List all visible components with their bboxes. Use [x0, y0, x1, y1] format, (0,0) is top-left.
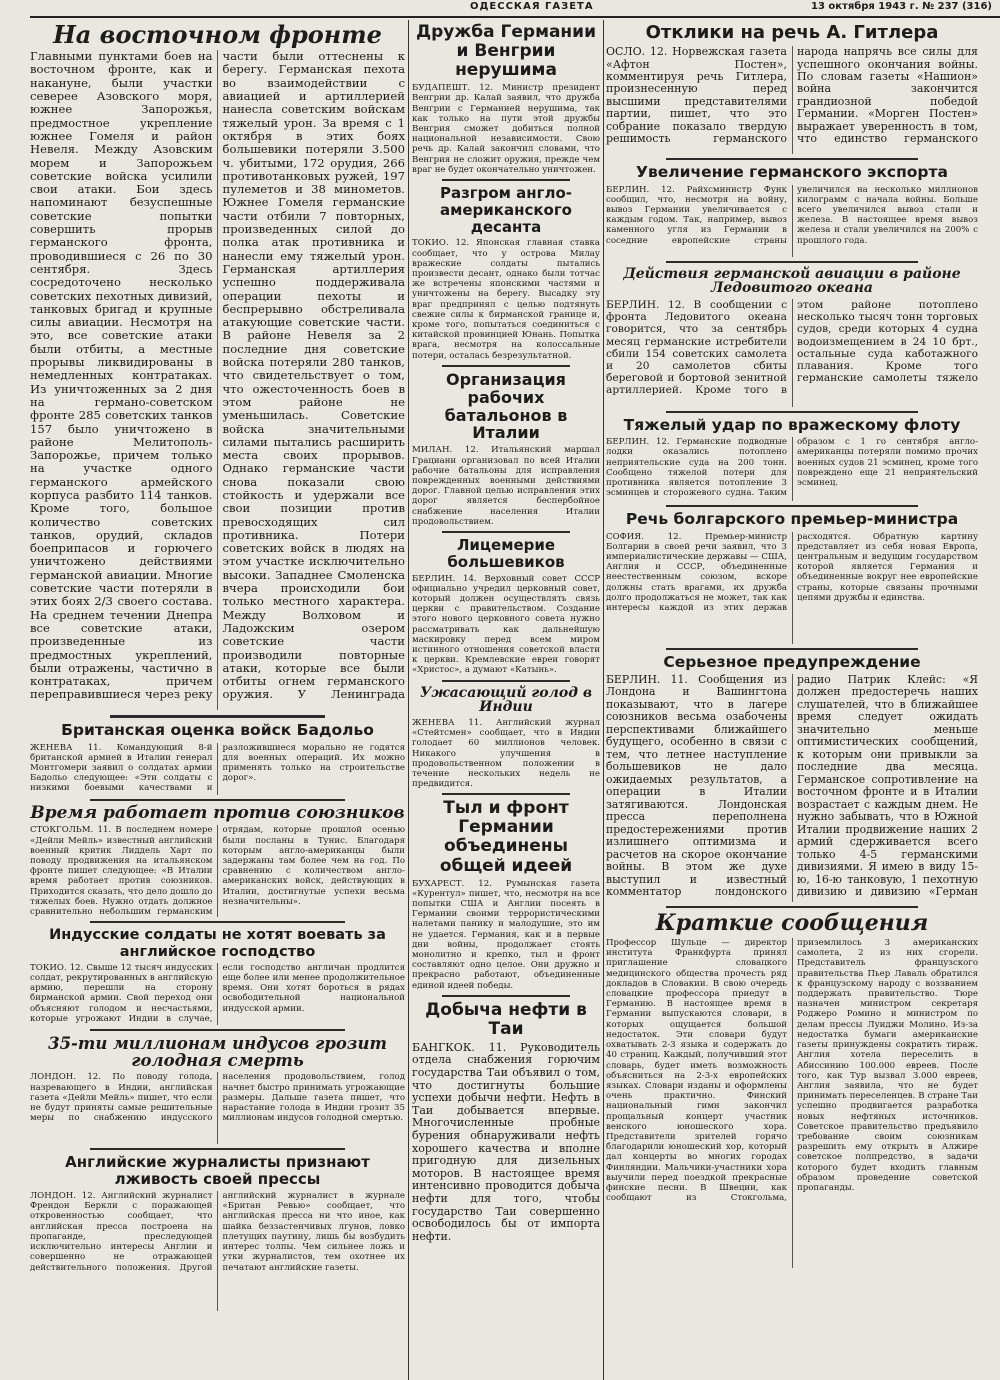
issue-date: 13 октября 1943 г. № 237 (316) — [810, 1, 992, 12]
article-body: ЛОНДОН. 12. По поводу голода, назревающего в Индии, английская газета «Дейли Мейль» пишет, что если не будут приняты самые решительные меры по снабжению индусского населения продовольствием, голод начнет быстро принимать угрожающие размеры. Дальше газета пишет, что нарастание голода в Индии грозит 35 миллионам индусов голодной смертью. — [30, 1072, 405, 1124]
article-title: Добыча нефти в Таи — [425, 999, 587, 1039]
article-export — [606, 164, 978, 256]
divider — [442, 179, 570, 181]
masthead — [30, 0, 1000, 18]
article-hypocrisy — [412, 537, 600, 676]
article-body: ОСЛО. 12. Норвежская газета «Афтон Постен», комментируя речь Гитлера, произнесенную перед высшими представителями партии, пишет, что это собрание показало твердую решимость германского народа напрячь все силы для успешного окончания войны. По словам газеты «Нашион» война закончится грандиозной победой Германии. «Морген Постен» выражает уверенность в том, что единство германского — [606, 45, 978, 145]
article-body: ТОКИО. 12. Японская главная ставка сообщает, что у острова Милау вражеские солдаты пытались произвести десант, однако были тотчас же встречены японскими частями и уничтожены на берегу. Высадку эту враг предпринял с целью подтянуть свежие силы к бирманской границе и, кроме того, попытаться соединиться с китайской провинцией Юнань. Попытка врага, несмотря на колоссальные потери, осталась безрезультатной. — [412, 238, 600, 361]
article-body: СТОКГОЛЬМ. 11. В последнем номере «Дейли Мейль» известный английский военный критик Лиддель Харт по поводу продвижения на итальянском фронте пишет следующее: «В Италии время работает против союзников. Приходится сказать, что дело дошло до тяжелых боев. Нужно отдать должное сравнительно небольшим германским отрядам, которые прошлой осенью были посланы в Тунис. Благодаря которым англо-американцы были задержаны там более чем на год. По сравнению с количеством англо-американских войск, действующих в Италии, достигнутые успехи весьма незначительны». — [30, 825, 405, 918]
article-body: ЖЕНЕВА 11. Командующий 8-й британской армией в Италии генерал Монтгомери заявил о солдатах армии Бадольо следующее: «Эти солдаты с низкими боевыми качествами и разложившиеся морально не годятся для военных операций. Их можно применять только на строительстве дорог». — [30, 742, 405, 794]
article-title: Индусские солдаты не хотят воевать за английское господство — [49, 927, 386, 960]
article-body: ТОКИО. 12. Свыше 12 тысяч индусских солдат, рекрутированных в английскую армию, перешли на сторону бирманской армии. Свой переход они объясняют голодом и несчастьями, которые угрожают Индии в случае, если господство англичан продлится еще более или менее продолжительное время. Они хотят бороться в рядах освободительной национальной индусской армии. — [30, 962, 405, 1024]
article-badoglio — [30, 722, 405, 794]
divider — [442, 995, 570, 997]
article-body: БЕРЛИН. 14. Верховный совет СССР официально учредил церковный совет, который должен осуществлять связь церкви с правительством. Создание этого нового церковного совета нужно рассматривать как дальнейшую маскировку перед всем миром истинного отношения советской власти к церкви. Кремлевские евреи говорят «Христос», а думают «Катынь». — [412, 573, 600, 676]
divider — [666, 261, 918, 263]
article-bulgaria — [606, 511, 978, 643]
column-middle — [412, 20, 600, 1380]
article-famine — [30, 1035, 405, 1145]
article-body: ЛОНДОН. 12. Английский журналист Френдон Беркли с поражающей откровенностью сообщает, что английская пресса построена на пропаганде, преследующей исключительно интересы Англии и совершенно не отражающей действительного положения. Другой английский журналист в журнале «Британ Ревью» сообщает, что английская пресса ни что иное, как шайка беззастенчивых лгунов, ловко плетущих паутину, лишь бы возбудить интерес толпы. Чем сильнее ложь и утки журналистов, тем охотнее их печатают английские газеты. — [30, 1191, 405, 1273]
article-title: Ужасающий голод в Индии — [419, 684, 593, 716]
article-italy-battalions — [412, 371, 600, 527]
article-title: Дружба Германии и Венгрии нерушима — [415, 22, 597, 81]
article-time-works — [30, 802, 405, 918]
article-arctic — [606, 267, 978, 407]
article-body: БЕРЛИН. 11. Сообщения из Лондона и Вашингтона показывают, что в лагере союзников весьма озабочены перспективами ближайшего будущего, особенно в связи с тем, что летнее наступление большевиков не дало ожидаемых результатов, а операции в Италии затягиваются. Лондонская пресса переполнена предостережениями против излишнего оптимизма и расчетов на скорое окончание войны. В этом же духе выступил и известный комментатор лондонского радио Патрик Клейс: «Я должен предостеречь наших слушателей, что в ближайшее время следует ожидать значительно меньше оптимистических сообщений, к которым они привыкли за последние два месяца. Германское сопротивление на восточном фронте и в Италии возрастает с каждым днем. Не нужно забывать, что в Южной Италии продвижение наших 2 армий сдерживается всего только 4-5 германскими дивизиями. Я имею в виду 15-ю, 16-ю танковую, 1 пехотную дивизию и дивизию «Герман — [606, 672, 978, 899]
divider — [90, 799, 345, 801]
article-landing — [412, 185, 600, 361]
article-fleet-blow — [606, 417, 978, 501]
article-title: Тыл и фронт Германии объединены общей идеей — [439, 798, 573, 876]
article-title: Лицемерие большевиков — [447, 536, 565, 571]
article-title: Отклики на речь А. Гитлера — [645, 22, 939, 43]
article-title: Действия германской авиации в районе Ледовитого океана — [623, 265, 961, 297]
article-eastern-front — [30, 22, 405, 710]
divider — [666, 505, 918, 507]
article-title: Организация рабочих батальонов в Италии — [444, 369, 568, 443]
divider — [90, 1148, 345, 1150]
article-title: На восточном фронте — [53, 20, 382, 49]
article-body: БЕРЛИН. 12. Германские подводные лодки оказались потоплено неприятельские суда на 200 тонн. Сообщено тяжелой потери для противника является потопление 3 эсминцев и сторожевого судна. Таким образом с 1 го сентября англо-американцы потеряли помимо прочих военных судов 21 эсминец, кроме того повреждено еще 21 неприятельский эсминец. — [606, 437, 978, 499]
article-title: Время работает против союзников — [30, 802, 405, 823]
article-body: БЕРЛИН. 12. В сообщении с фронта Ледовитого океана говорится, что за сентябрь месяц германские истребители сбили 154 советских самолета и 20 самолетов сбиты береговой и бортовой зенитной артиллерией. Кроме того в этом районе потоплено несколько тысяч тонн торговых судов, среди которых 4 судна водоизмещением в 24 10 брт., остальные суда каботажного плавания. Кроме того германские самолеты тяжело — [606, 298, 978, 397]
article-journalists — [30, 1154, 405, 1311]
article-body: СОФИЯ. 12. Премьер-министр Болгарии в своей речи заявил, что 3 империалистические державы — США, Англия и СССР, объединенные неестественным союзом, вскоре должны стать врагами, их дружба долго продолжаться не может, так как интересы каждой из этих держав расходятся. Обратную картину представляет из себя новая Европа, центральным и ведущим государством которой является Германия и объединенные вокруг нее европейские страны, которые связаны прочными цепями дружбы и единства. — [606, 531, 978, 614]
article-body: Профессор Шульце — директор института Франкфурта принял приглашение словацкого медицинского общества прочесть ряд докладов в Словакии. В свою очередь словацкие профессора приедут в Германию. В настоящее время в Германии выпускаются словари, в которых ощущается большой недостаток. Эти словари будут охватывать 2-3 языка и содержать до 40 страниц. Каждый, получивший этот словарь, будет иметь возможность объясниться на 2-3-х европейских языках. Словари изданы и оформлены очень практично. Финский национальный гимн закончил прощальный концерт участник венского юношеского хора. Представители зрителей горячо благодарили юношеский хор, который дал концерты во многих городах Финляндии. Мальчики-участники хора выучили перед поездкой прекрасные финские песни. В Швеции, как сообщают из Стокгольма, приземлилось 3 американских самолета, 2 из них сгорели. Представитель французского правительства Пьер Лаваль обратился к французскому народу с воззванием поддержать правительство. Тюре назначен министром секретаря Роджеро Ромино и министром по делам прессы Луиджи Молино. Из-за недостатка бумаги американские газеты принуждены сократить тираж. Англия хотела переселить в Абиссинию 100.000 евреев. После того, как Тур вызвал 3.000 евреев, Англия заявила, что не будет принимать переселенцев. В стране Таи успешно продвигается разработка новых нефтяных источников. Советское правительство предъявило требование своим союзникам разрешить ему открыть в Алжире советское полпредство, в задачи которого будет входить главным образом проведение советской пропаганды. — [606, 938, 978, 1204]
article-title: Увеличение германского экспорта — [636, 163, 948, 182]
newspaper-title: ОДЕССКАЯ ГАЗЕТА — [470, 1, 594, 12]
article-body: БАНГКОК. 11. Руководитель отдела снабжения горючим государства Таи объявил о том, что достигнуты большие успехи добычи нефти. Нефть в Таи добывается впервые. Многочисленные пробные бурения обнаруживали нефть хорошего качества и вполне пригодную для дизельных моторов. В настоящее время интенсивно проводится добыча нефти для того, чтобы государство Таи совершенно освободилось бы от импорта нефти. — [412, 1040, 600, 1243]
divider — [442, 680, 570, 682]
column-divider — [408, 20, 409, 1380]
article-title: Серьезное предупреждение — [663, 652, 921, 671]
column-right — [606, 20, 978, 1380]
article-title: Британская оценка войск Бадольо — [61, 721, 374, 740]
divider — [90, 921, 345, 923]
column-left — [30, 20, 405, 1380]
divider — [110, 715, 325, 718]
article-body: МИЛАН. 12. Итальянский маршал Грациани организовал по всей Италии рабочие батальоны для исправления поврежденных военными действиями дорог. Главной целью исправления этих дорог является беспербойное снабжение населения Италии продовольствием. — [412, 445, 600, 527]
article-title: Речь болгарского премьер-министра — [625, 510, 959, 529]
article-indian-soldiers — [30, 927, 405, 1024]
divider — [442, 365, 570, 367]
article-title: Тяжелый удар по вражескому флоту — [623, 415, 961, 434]
article-body: БУХАРЕСТ. 12. Румынская газета «Курентул» пишет, что, несмотря на все попытки США и Англии посеять в Германии своими террористическими налетами панику и малодушие, это им не удается. Германия, как и в первые дни войны, продолжает стоять монолитно и крепко, тыл и фронт составляют одно целое. Они дружно и прекрасно работают, объединенные единой идеей победы. — [412, 878, 600, 991]
divider — [90, 1029, 345, 1031]
article-brief-news — [606, 909, 978, 1268]
article-hungary — [412, 23, 600, 175]
article-warning — [606, 654, 978, 902]
article-body: ЖЕНЕВА 11. Английский журнал «Стейтсмен» сообщает, что в Индии голодает 60 миллионов человек. Никакого улучшения в продовольственном положении в течение нескольких недель не предвидится. — [412, 718, 600, 790]
article-hitler-responses — [606, 23, 978, 154]
divider — [666, 411, 918, 413]
divider — [666, 906, 918, 908]
divider — [666, 158, 918, 160]
article-title: Английские журналисты признают лживость своей прессы — [65, 1153, 370, 1189]
divider — [442, 531, 570, 533]
article-title: Разгром англо-американского десанта — [439, 183, 573, 236]
divider — [666, 648, 918, 650]
article-body: Главными пунктами боев на восточном фронте, как и накануне, были участки северее Азовского моря, южнее Запорожья, предмостное укрепление южнее Гомеля и район Невеля. Между Азовским морем и Запорожьем советские войска усилили свои атаки. Бои здесь напоминают безуспешные советские попытки совершить прорыв германского фронта, проводившиеся с 26 по 30 сентября. Здесь сосредоточено несколько советских пехотных дивизий, танковых бригад и крупные силы авиации. Несмотря на это, все советские атаки были отбиты, а местные прорывы ликвидированы в немедленных контратаках. Из уничтоженных за 2 дня на германо-советском фронте 285 советских танков 157 было уничтожено в районе Мелитополь-Запорожье, причем только на участке одного германского армейского корпуса разбито 114 танков. Кроме того, большое количество советских танков, орудий, складов боеприпасов и горючего уничтожено действиями германской авиации. Многие советские части потеряли в этих боях 2/3 своего состава. На среднем течении Днепра все советские атаки, произведенные из предмостных укреплений, были отражены, частично в контратаках, причем переправившиеся через реку части были оттеснены к берегу. Германская пехота во взаимодействии с авиацией и артиллерией нанесла советским войскам тяжелый урон. За время с 1 октября в этих боях большевики потеряли 3.500 ч. убитыми, 172 орудия, 266 противотанковых ружей, 197 пулеметов и 38 минометов. Южнее Гомеля германские части отбили 7 повторных, произведенных силой до полка атак противника и нанесли ему тяжелый урон. Германская артиллерия успешно поддерживала операции пехоты и беспрерывно обстреливала атакующие советские части. В районе Невеля за 2 последние дня советские войска потеряли 280 танков, что свидетельствует о том, что ожесточенность боев в этом районе не уменьшилась. Советские войска значительными силами пытались расширить места своих прорывов. Однако германские части снова показали свою стойкость и удержали все свои позиции против превосходящих сил противника. Потери советских войск в людях на этом участке исключительно высоки. Западнее Смоленска вчера происходили бои только местного характера. Между Волховом и Ладожским озером советские части производили повторные атаки, которые все были отбиты огнем германского оружия. У Ленинграда — [30, 49, 405, 702]
divider — [442, 793, 570, 795]
article-body: БУДАПЕШТ. 12. Министр президент Венгрии др. Калай заявил, что дружба Венгрии с Германией нерушима, так как только на пути этой дружбы Венгрия сможет добиться полной национальной независимости. Свою речь др. Калай закончил словами, что Венгрия не сложит оружия, прежде чем враг не будет окончательно уничтожен. — [412, 83, 600, 175]
article-title: 35-ти миллионам индусов грозит голодная смерть — [48, 1033, 387, 1071]
column-divider — [603, 20, 604, 1380]
article-home-front — [412, 799, 600, 990]
article-body: БЕРЛИН. 12. Райхсминистр Функ сообщил, что, несмотря на войну, вывоз Германии увеличивается с каждым годом. Так, например, вывоз каменного угля из Германии в соседние европейские страны увеличился на несколько миллионов килограмм с начала войны. Больше всего увеличился вывоз стали и железа. В настоящее время вывоз железа и стали увеличился на 200% с прошлого года. — [606, 184, 978, 246]
article-title: Краткие сообщения — [655, 909, 929, 936]
article-oil-thai — [412, 1001, 600, 1244]
article-india-famine — [412, 686, 600, 790]
